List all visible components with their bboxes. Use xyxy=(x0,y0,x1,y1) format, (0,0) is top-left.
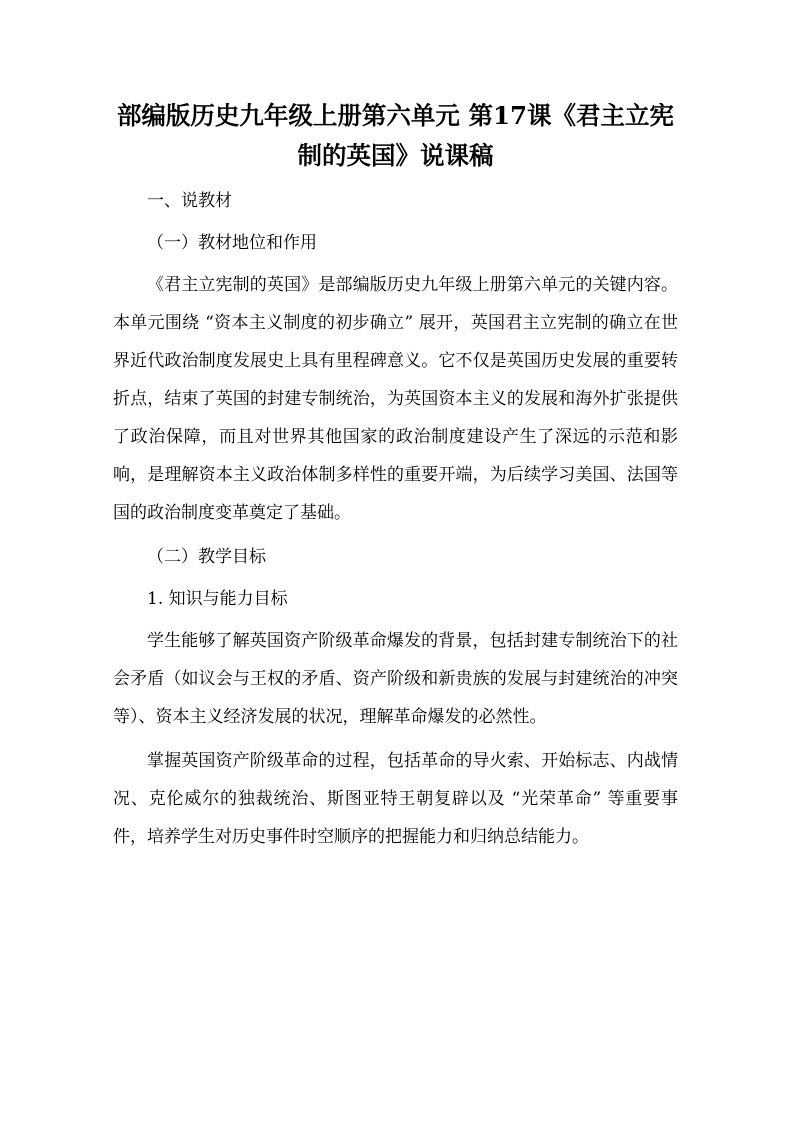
subsection-heading-teaching-goals: （二）教学目标 xyxy=(147,547,266,567)
document-title xyxy=(113,96,678,176)
paragraph-revolution-background: 学生能够了解英国资产阶级革命爆发的背景，包括封建专制统治下的社会矛盾（如议会与王权的矛盾、资产阶级和新贵族的发展与封建统治的冲突等）、资本主义经济发展的状况，理解革命爆发的必然性。 xyxy=(113,631,678,727)
subsection-heading-position-role: （一）教材地位和作用 xyxy=(147,233,317,253)
title-line-2: 制的英国》说课稿 xyxy=(297,141,494,170)
document-body xyxy=(113,96,678,856)
title-line-1: 部编版历史九年级上册第六单元 第17课《君主立宪 xyxy=(116,101,675,130)
section-heading-teaching-material: 一、说教材 xyxy=(147,191,232,211)
point-heading-knowledge-ability: 1. 知识与能力目标 xyxy=(147,589,288,609)
paragraph-position-role: 《君主立宪制的英国》是部编版历史九年级上册第六单元的关键内容。本单元围绕 “资本主义制度的初步确立” 展开，英国君主立宪制的确立在世界近代政治制度发展史上具有里程碑意义。它不仅是英国历史发展的重要转折点，结束了英国的封建专制统治，为英国资本主义的发展和海外扩张提供了政治保障，而且对世界其他国家的政治制度建设产生了深远的示范和影响，是理解资本主义政治体制多样性的重要开端，为后续学习美国、法国等国的政治制度变革奠定了基础。 xyxy=(113,275,678,523)
paragraph-revolution-process: 掌握英国资产阶级革命的过程，包括革命的导火索、开始标志、内战情况、克伦威尔的独裁统治、斯图亚特王朝复辟以及 “光荣革命” 等重要事件，培养学生对历史事件时空顺序的把握能力和归纳总结能力。 xyxy=(113,751,678,847)
